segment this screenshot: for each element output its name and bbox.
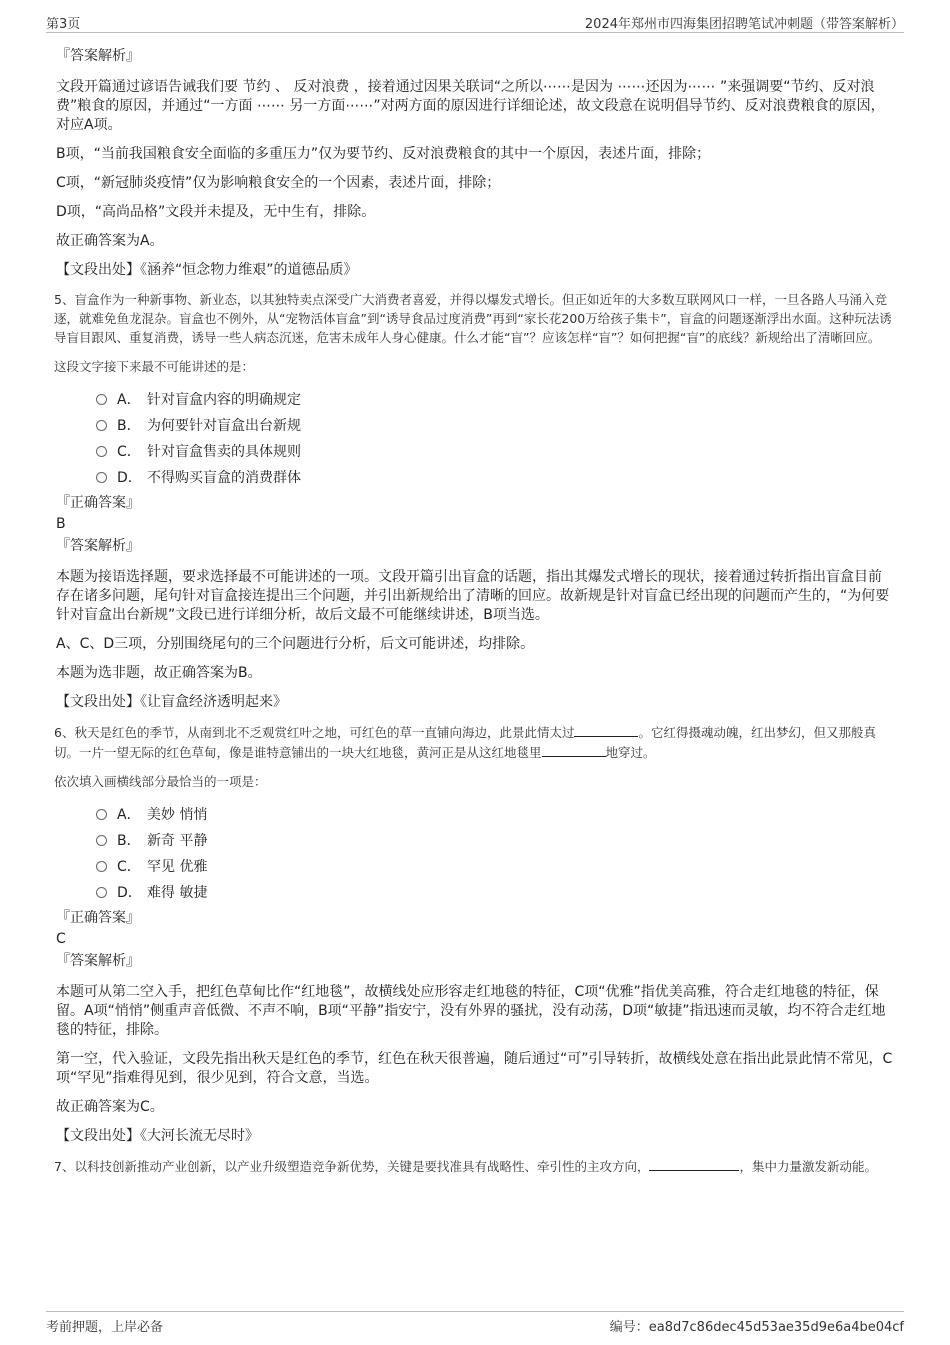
option-letter: D．	[117, 470, 142, 486]
radio-icon[interactable]	[96, 420, 107, 431]
option-letter: D．	[117, 885, 142, 901]
radio-icon[interactable]	[96, 446, 107, 457]
option-letter: C．	[117, 859, 141, 875]
correct-answer: B	[56, 516, 66, 532]
question-6-prompt: 依次填入画横线部分最恰当的一项是：	[54, 774, 267, 789]
option-d[interactable]	[96, 883, 894, 903]
radio-icon[interactable]	[96, 809, 107, 820]
option-text: 美妙 悄悄	[147, 807, 208, 823]
radio-icon[interactable]	[96, 887, 107, 898]
correct-answer: C	[56, 931, 66, 947]
analysis-paragraph: 第一空，代入验证，文段先指出秋天是红色的季节，红色在秋天很普遍，随后通过“可”引导转折，故横线处意在指出此景此情不常见，C项“罕见”指难得见到，很少见到，符合文意，当选。	[56, 1051, 893, 1086]
source-citation: 【文段出处】《涵养“恒念物力维艰”的道德品质》	[56, 262, 358, 278]
correct-answer-tag: 『正确答案』	[56, 495, 140, 511]
option-text: 新奇 平静	[147, 833, 208, 849]
analysis-paragraph: A、C、D三项，分别围绕尾句的三个问题进行分析，后文可能讲述，均排除。	[56, 636, 535, 652]
option-text: 针对盲盒内容的明确规定	[147, 392, 301, 408]
option-letter: B．	[117, 833, 141, 849]
option-letter: A．	[117, 392, 141, 408]
page-number: 第3页	[46, 17, 81, 32]
radio-icon[interactable]	[96, 861, 107, 872]
question-6-text: 6、秋天是红色的季节，从南到北不乏观赏红叶之地，可红色的草一直铺向海边，此景此情太过 。它红得摄魂动魄，红出梦幻，但又那般真切。一片一望无际的红色草甸，像是谁特意铺出的一块大红地毯，黄河正是从这红地毯里 地穿过。	[54, 722, 894, 762]
document-code: 编号：ea8d7c86dec45d53ae35d9e6a4be04cf	[609, 1320, 904, 1335]
question-6-options	[96, 805, 894, 903]
document-body	[56, 46, 894, 1186]
option-text: 为何要针对盲盒出台新规	[147, 418, 301, 434]
option-d[interactable]	[96, 468, 894, 488]
question-5-prompt: 这段文字接下来最不可能讲述的是：	[54, 359, 255, 374]
analysis-tag: 『答案解析』	[56, 48, 140, 64]
option-text: 难得 敏捷	[147, 885, 208, 901]
source-citation: 【文段出处】《让盲盒经济透明起来》	[56, 694, 287, 710]
analysis-paragraph: 本题可从第二空入手，把红色草甸比作“红地毯”，故横线处应形容走红地毯的特征，C项“优雅”指优美高雅，符合走红地毯的特征，保留。A项“悄悄”侧重声音低微、不声不响，B项“平静”指安宁，没有外界的骚扰，没有动荡，D项“敏捷”指迅速而灵敏，均不符合走红地毯的特征，排除。	[56, 984, 886, 1038]
analysis-paragraph: D项，“高尚品格”文段并未提及，无中生有，排除。	[56, 204, 376, 220]
analysis-paragraph: 故正确答案为A。	[56, 233, 164, 249]
option-letter: A．	[117, 807, 141, 823]
page-header	[46, 10, 904, 33]
radio-icon[interactable]	[96, 472, 107, 483]
blank-line	[574, 722, 638, 737]
option-b[interactable]	[96, 831, 894, 851]
option-letter: B．	[117, 418, 141, 434]
option-a[interactable]	[96, 805, 894, 825]
analysis-paragraph: 故正确答案为C。	[56, 1099, 164, 1115]
blank-line	[649, 1156, 739, 1171]
analysis-paragraph: 文段开篇通过谚语告诫我们要 节约 、 反对浪费 ，接着通过因果关联词“之所以⋯⋯是因为 ⋯⋯还因为⋯⋯ ”来强调要“节约、反对浪费”粮食的原因，并通过“一方面 ⋯⋯ 另一方面⋯⋯”对两方面的原因进行详细论述，故文段意在说明倡导节约、反对浪费粮食的原因，对应A项。	[56, 79, 885, 133]
option-a[interactable]	[96, 390, 894, 410]
analysis-tag: 『答案解析』	[56, 538, 140, 554]
source-citation: 【文段出处】《大河长流无尽时》	[56, 1128, 259, 1144]
document-title: 2024年郑州市四海集团招聘笔试冲刺题（带答案解析）	[584, 17, 904, 32]
question-5-options	[96, 390, 894, 488]
radio-icon[interactable]	[96, 835, 107, 846]
page-footer	[46, 1311, 904, 1336]
analysis-paragraph: B项，“当前我国粮食安全面临的多重压力”仅为要节约、反对浪费粮食的其中一个原因，表述片面，排除；	[56, 146, 711, 162]
analysis-paragraph: C项，“新冠肺炎疫情”仅为影响粮食安全的一个因素，表述片面，排除；	[56, 175, 501, 191]
question-7-text: 7、以科技创新推动产业创新，以产业升级塑造竞争新优势，关键是要找准具有战略性、牵引性的主攻方向， ，集中力量激发新动能。	[54, 1156, 894, 1176]
option-text: 不得购买盲盒的消费群体	[147, 470, 301, 486]
option-letter: C．	[117, 444, 141, 460]
radio-icon[interactable]	[96, 394, 107, 405]
option-b[interactable]	[96, 416, 894, 436]
blank-line	[542, 742, 606, 757]
analysis-tag: 『答案解析』	[56, 953, 140, 969]
correct-answer-tag: 『正确答案』	[56, 910, 140, 926]
footer-slogan: 考前押题，上岸必备	[46, 1320, 164, 1335]
option-c[interactable]	[96, 442, 894, 462]
option-text: 针对盲盒售卖的具体规则	[147, 444, 301, 460]
option-c[interactable]	[96, 857, 894, 877]
analysis-paragraph: 本题为接语选择题，要求选择最不可能讲述的一项。文段开篇引出盲盒的话题，指出其爆发式增长的现状，接着通过转折指出盲盒目前存在诸多问题，尾句针对盲盒接连提出三个问题，并引出新规给出了清晰的回应。故新规是针对盲盒已经出现的问题而产生的，“为何要针对盲盒出台新规”文段已进行详细分析，故后文最不可能继续讲述，B项当选。	[56, 569, 890, 623]
analysis-paragraph: 本题为选非题，故正确答案为B。	[56, 665, 262, 681]
option-text: 罕见 优雅	[147, 859, 208, 875]
question-5-text: 5、盲盒作为一种新事物、新业态，以其独特卖点深受广大消费者喜爱，并得以爆发式增长。但正如近年的大多数互联网风口一样，一旦各路人马涌入竞逐，就难免鱼龙混杂。盲盒也不例外，从“宠物活体盲盒”到“诱导食品过度消费”再到“家长花200万给孩子集卡”，盲盒的问题逐渐浮出水面。这种玩法诱导盲目跟风、重复消费，诱导一些人病态沉迷，危害未成年人身心健康。什么才能“盲”？应该怎样“盲”？如何把握“盲”的底线？新规给出了清晰回应。	[54, 292, 892, 345]
